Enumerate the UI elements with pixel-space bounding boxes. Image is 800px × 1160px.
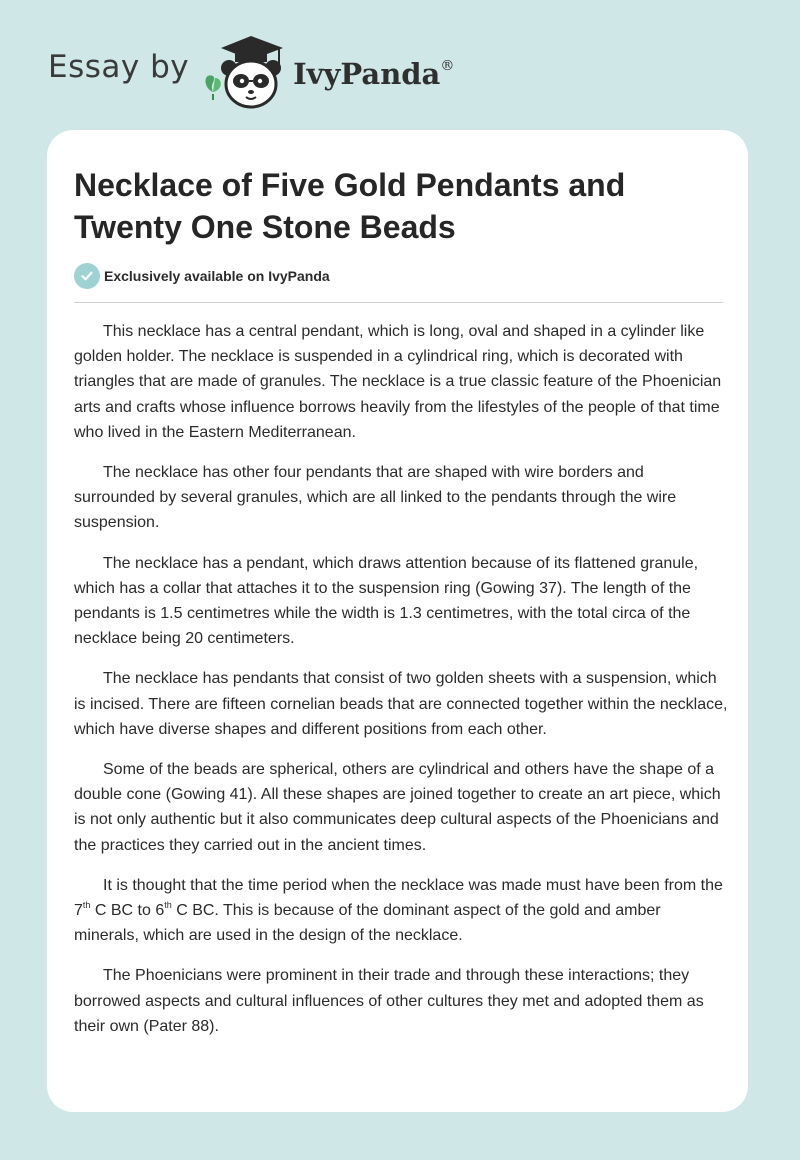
paragraph: The Phoenicians were prominent in their trade and through these interactions; they borrowed aspects and cultural influences of other cultures they met and adopted them as their own (Pater 88). bbox=[74, 967, 704, 1035]
paragraph: The necklace has other four pendants that are shaped with wire borders and surrounded by several granules, which are all linked to the pendants through the wire suspension. bbox=[74, 464, 677, 532]
ivy-leaf-icon bbox=[206, 75, 221, 100]
badge-text: Exclusively available on IvyPanda bbox=[104, 268, 330, 284]
brand-name[interactable]: IvyPanda® bbox=[293, 57, 455, 91]
panda-graduate-icon[interactable] bbox=[199, 32, 291, 112]
page-title: Necklace of Five Gold Pendants and Twenty One Stone Beads bbox=[74, 167, 626, 245]
paragraph: The necklace has a pendant, which draws attention because of its flattened granule, which has a collar that attaches it to the suspension ring (Gowing 37). The length of the pendants is 1.5 centimetres while the width is 1.3 centimetres, with the total circa of the necklace being 20 centimeters. bbox=[74, 554, 699, 648]
divider bbox=[74, 302, 723, 303]
paragraph: This necklace has a central pendant, which is long, oval and shaped in a cylinder like golden holder. The necklace is suspended in a cylindrical ring, which is decorated with triangles that are made of granules. The necklace is a true classic feature of the Phoenician arts and crafts whose influence borrows heavily from the lifestyles of the people of that time who lived in the Eastern Mediterranean. bbox=[74, 323, 722, 441]
essay-by-label: Essay by bbox=[48, 49, 190, 85]
exclusive-badge bbox=[74, 263, 330, 289]
paragraph: Some of the beads are spherical, others are cylindrical and others have the shape of a double cone (Gowing 41). All these shapes are joined together to create an art piece, which is not only authentic but it also communicates deep cultural aspects of the Phoenicians and the practices they carried out in the ancient times. bbox=[74, 761, 721, 854]
check-circle-icon bbox=[74, 263, 100, 289]
article-body bbox=[74, 319, 729, 1054]
site-header bbox=[48, 32, 454, 112]
article-card bbox=[47, 130, 748, 1112]
paragraph: The necklace has pendants that consist of two golden sheets with a suspension, which is incised. There are fifteen cornelian beads that are connected together within the necklace, which have diverse shapes and different positions from each other. bbox=[74, 670, 728, 738]
paragraph: It is thought that the time period when the necklace was made must have been from the 7th C BC to 6th C BC. This is because of the dominant aspect of the gold and amber minerals, which are used in the design of the necklace. bbox=[74, 876, 723, 945]
